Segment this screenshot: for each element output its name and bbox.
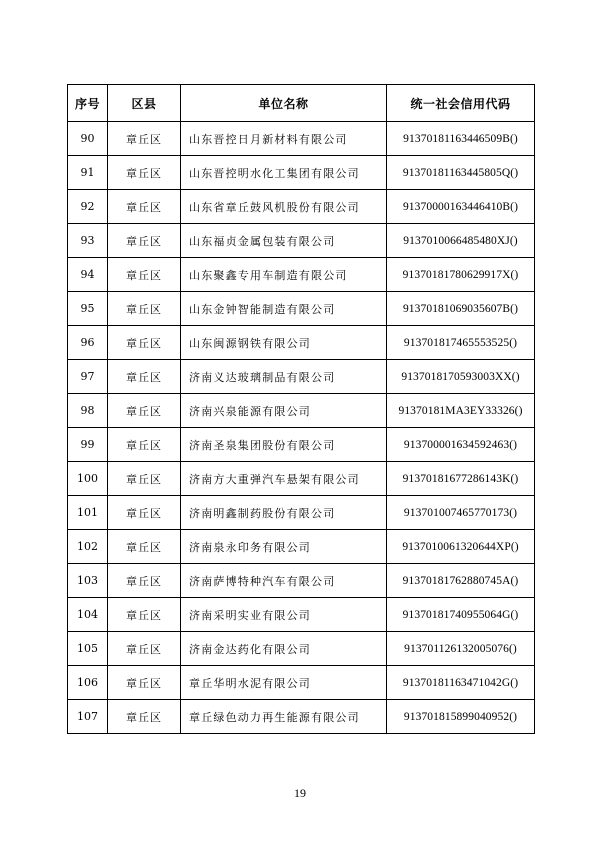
cell-credit-code: 9137010066485480XJ(): [387, 224, 535, 258]
cell-index: 107: [68, 700, 108, 734]
cell-credit-code: 9137018178062991​7X(): [387, 258, 535, 292]
cell-district: 章丘区: [108, 190, 181, 224]
cell-index: 91: [68, 156, 108, 190]
table-row: [68, 156, 535, 190]
table-row: [68, 700, 535, 734]
header-district: 区县: [108, 85, 181, 122]
table-row: [68, 122, 535, 156]
cell-district: 章丘区: [108, 700, 181, 734]
enterprise-table: [67, 84, 535, 734]
cell-index: 106: [68, 666, 108, 700]
cell-credit-code: 913701817465553525(): [387, 326, 535, 360]
cell-district: 章丘区: [108, 326, 181, 360]
cell-credit-code: 91370181163471042G(): [387, 666, 535, 700]
cell-index: 100: [68, 462, 108, 496]
table-row: [68, 394, 535, 428]
cell-index: 103: [68, 564, 108, 598]
cell-credit-code: 91370181MA3EY33326(): [387, 394, 535, 428]
table-row: [68, 496, 535, 530]
cell-district: 章丘区: [108, 122, 181, 156]
cell-index: 94: [68, 258, 108, 292]
cell-unit-name: 山东福贞金属包装有限公司: [181, 224, 387, 258]
cell-unit-name: 济南方大重弹汽车悬架有限公司: [181, 462, 387, 496]
cell-credit-code: 913701126132005076(): [387, 632, 535, 666]
cell-unit-name: 济南采明实业有限公司: [181, 598, 387, 632]
cell-credit-code: 91370181069035607B(): [387, 292, 535, 326]
cell-district: 章丘区: [108, 156, 181, 190]
cell-district: 章丘区: [108, 564, 181, 598]
cell-unit-name: 济南泉永印务有限公司: [181, 530, 387, 564]
cell-credit-code: 913701817059300​3XX(): [387, 360, 535, 394]
table-body: [68, 122, 535, 734]
cell-district: 章丘区: [108, 292, 181, 326]
cell-unit-name: 济南金达药化有限公司: [181, 632, 387, 666]
cell-index: 98: [68, 394, 108, 428]
cell-credit-code: 91370181740955064G(): [387, 598, 535, 632]
header-index: 序号: [68, 85, 108, 122]
table-row: [68, 292, 535, 326]
cell-unit-name: 章丘绿色动力再生能源有限公司: [181, 700, 387, 734]
cell-index: 93: [68, 224, 108, 258]
cell-unit-name: 济南义达玻璃制品有限公司: [181, 360, 387, 394]
header-unit-name: 单位名称: [181, 85, 387, 122]
cell-district: 章丘区: [108, 224, 181, 258]
cell-unit-name: 山东金钟智能制造有限公司: [181, 292, 387, 326]
cell-district: 章丘区: [108, 496, 181, 530]
page-number: 19: [294, 786, 306, 800]
cell-index: 90: [68, 122, 108, 156]
cell-index: 92: [68, 190, 108, 224]
cell-credit-code: 913700001634592463(): [387, 428, 535, 462]
table-row: [68, 632, 535, 666]
cell-district: 章丘区: [108, 258, 181, 292]
cell-index: 95: [68, 292, 108, 326]
cell-district: 章丘区: [108, 632, 181, 666]
cell-district: 章丘区: [108, 598, 181, 632]
table-row: [68, 326, 535, 360]
cell-credit-code: 91370181762880745A(): [387, 564, 535, 598]
cell-credit-code: 913701007465770173(): [387, 496, 535, 530]
table-row: [68, 598, 535, 632]
cell-unit-name: 山东聚鑫专用车制造有限公司: [181, 258, 387, 292]
cell-unit-name: 山东晋控日月新材料有限公司: [181, 122, 387, 156]
table-row: [68, 530, 535, 564]
cell-unit-name: 济南圣泉集团股份有限公司: [181, 428, 387, 462]
cell-district: 章丘区: [108, 360, 181, 394]
cell-credit-code: 91370181163446509B(): [387, 122, 535, 156]
cell-index: 105: [68, 632, 108, 666]
table-row: [68, 428, 535, 462]
cell-credit-code: 91370000163446410B(): [387, 190, 535, 224]
table-row: [68, 666, 535, 700]
cell-unit-name: 济南萨博特种汽车有限公司: [181, 564, 387, 598]
cell-district: 章丘区: [108, 666, 181, 700]
header-credit-code: 统一社会信用代码: [387, 85, 535, 122]
cell-credit-code: 913701815899040952(): [387, 700, 535, 734]
cell-index: 96: [68, 326, 108, 360]
cell-district: 章丘区: [108, 462, 181, 496]
cell-credit-code: 91370181163445805Q(): [387, 156, 535, 190]
cell-index: 97: [68, 360, 108, 394]
table-row: [68, 462, 535, 496]
cell-unit-name: 济南兴泉能源有限公司: [181, 394, 387, 428]
cell-index: 101: [68, 496, 108, 530]
cell-district: 章丘区: [108, 394, 181, 428]
cell-unit-name: 山东省章丘鼓风机股份有限公司: [181, 190, 387, 224]
cell-unit-name: 章丘华明水泥有限公司: [181, 666, 387, 700]
cell-unit-name: 济南明鑫制药股份有限公司: [181, 496, 387, 530]
table-row: [68, 258, 535, 292]
cell-unit-name: 山东晋控明水化工集团有限公司: [181, 156, 387, 190]
cell-unit-name: 山东闽源钢铁有限公司: [181, 326, 387, 360]
cell-index: 102: [68, 530, 108, 564]
cell-credit-code: 91370181677286143K(): [387, 462, 535, 496]
table-row: [68, 190, 535, 224]
cell-credit-code: 9137010061320644XP(): [387, 530, 535, 564]
cell-index: 104: [68, 598, 108, 632]
cell-district: 章丘区: [108, 530, 181, 564]
cell-district: 章丘区: [108, 428, 181, 462]
table-row: [68, 564, 535, 598]
table-header-row: [68, 85, 535, 122]
cell-index: 99: [68, 428, 108, 462]
table-row: [68, 360, 535, 394]
table-row: [68, 224, 535, 258]
